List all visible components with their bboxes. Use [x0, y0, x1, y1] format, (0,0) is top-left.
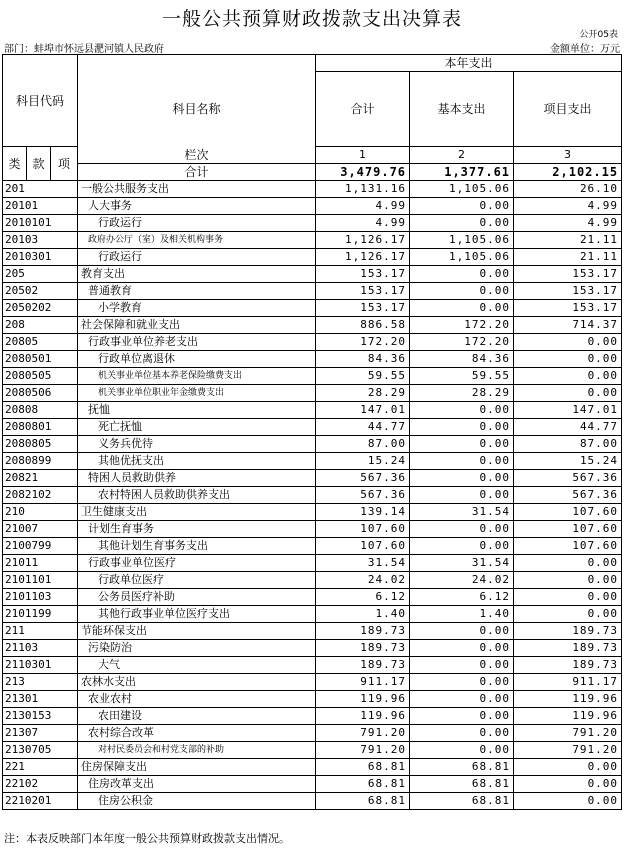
table-row — [3, 725, 622, 742]
subject-name: 普通教育 — [78, 283, 316, 300]
table-row — [3, 487, 622, 504]
header-lei: 类 — [3, 147, 27, 181]
amount-project: 567.36 — [514, 487, 622, 504]
amount-total: 68.81 — [316, 793, 410, 810]
subject-code: 2210201 — [3, 793, 78, 810]
amount-basic: 0.00 — [410, 300, 514, 317]
amount-project: 0.00 — [514, 572, 622, 589]
unit-label: 金额单位：万元 — [550, 44, 620, 55]
amount-project: 189.73 — [514, 623, 622, 640]
table-row — [3, 538, 622, 555]
subject-code: 205 — [3, 266, 78, 283]
amount-basic: 0.00 — [410, 742, 514, 759]
amount-project: 107.60 — [514, 521, 622, 538]
amount-total: 4.99 — [316, 198, 410, 215]
table-row — [3, 640, 622, 657]
amount-total: 84.36 — [316, 351, 410, 368]
column-index-1: 1 — [316, 147, 410, 164]
table-row — [3, 232, 622, 249]
table-row — [3, 793, 622, 810]
amount-total: 107.60 — [316, 521, 410, 538]
subject-name: 机关事业单位职业年金缴费支出 — [78, 385, 316, 402]
amount-basic: 0.00 — [410, 725, 514, 742]
header-subject-code: 科目代码 — [3, 55, 78, 147]
table-row — [3, 419, 622, 436]
subject-name: 人大事务 — [78, 198, 316, 215]
amount-project: 189.73 — [514, 640, 622, 657]
amount-basic: 0.00 — [410, 453, 514, 470]
table-row — [3, 657, 622, 674]
subject-code: 208 — [3, 317, 78, 334]
subject-code: 211 — [3, 623, 78, 640]
subject-code: 20805 — [3, 334, 78, 351]
table-row — [3, 181, 622, 198]
amount-basic: 6.12 — [410, 589, 514, 606]
table-row — [3, 249, 622, 266]
column-index-3: 3 — [514, 147, 622, 164]
amount-basic: 0.00 — [410, 266, 514, 283]
table-row — [3, 674, 622, 691]
subject-code: 2100799 — [3, 538, 78, 555]
table-row — [3, 334, 622, 351]
table-row — [3, 521, 622, 538]
subject-name: 行政运行 — [78, 249, 316, 266]
subject-name: 特困人员救助供养 — [78, 470, 316, 487]
subject-name: 机关事业单位基本养老保险缴费支出 — [78, 368, 316, 385]
table-row — [3, 776, 622, 793]
subject-code: 2010301 — [3, 249, 78, 266]
amount-project: 4.99 — [514, 198, 622, 215]
subject-code: 2101101 — [3, 572, 78, 589]
subject-code: 221 — [3, 759, 78, 776]
subject-name: 行政单位医疗 — [78, 572, 316, 589]
amount-total: 189.73 — [316, 623, 410, 640]
table-row — [3, 759, 622, 776]
amount-basic: 0.00 — [410, 198, 514, 215]
subject-code: 201 — [3, 181, 78, 198]
table-row — [3, 368, 622, 385]
department-label: 部门：蚌埠市怀远县淝河镇人民政府 — [4, 44, 164, 55]
table-row — [3, 589, 622, 606]
amount-basic: 0.00 — [410, 215, 514, 232]
amount-total: 31.54 — [316, 555, 410, 572]
amount-project: 119.96 — [514, 691, 622, 708]
subject-name: 卫生健康支出 — [78, 504, 316, 521]
amount-project: 0.00 — [514, 351, 622, 368]
amount-project: 0.00 — [514, 334, 622, 351]
amount-project: 0.00 — [514, 368, 622, 385]
amount-basic: 84.36 — [410, 351, 514, 368]
amount-project: 107.60 — [514, 504, 622, 521]
amount-total: 189.73 — [316, 657, 410, 674]
subject-code: 2082102 — [3, 487, 78, 504]
subject-name: 其他行政事业单位医疗支出 — [78, 606, 316, 623]
amount-project: 26.10 — [514, 181, 622, 198]
subject-code: 2130705 — [3, 742, 78, 759]
subject-name: 社会保障和就业支出 — [78, 317, 316, 334]
table-row — [3, 402, 622, 419]
amount-project: 0.00 — [514, 385, 622, 402]
subject-name: 计划生育事务 — [78, 521, 316, 538]
total-row — [3, 164, 622, 181]
subject-name: 大气 — [78, 657, 316, 674]
subject-name: 死亡抚恤 — [78, 419, 316, 436]
amount-basic: 1.40 — [410, 606, 514, 623]
subject-code: 210 — [3, 504, 78, 521]
amount-basic: 0.00 — [410, 402, 514, 419]
amount-project: 4.99 — [514, 215, 622, 232]
table-row — [3, 470, 622, 487]
subject-code: 2050202 — [3, 300, 78, 317]
subject-code: 21301 — [3, 691, 78, 708]
amount-basic: 68.81 — [410, 776, 514, 793]
amount-basic: 0.00 — [410, 674, 514, 691]
subject-name: 农村特困人员救助供养支出 — [78, 487, 316, 504]
subject-name: 住房改革支出 — [78, 776, 316, 793]
amount-project: 153.17 — [514, 266, 622, 283]
amount-basic: 0.00 — [410, 436, 514, 453]
subject-name: 住房保障支出 — [78, 759, 316, 776]
table-row — [3, 198, 622, 215]
amount-basic: 1,105.06 — [410, 232, 514, 249]
amount-project: 21.11 — [514, 232, 622, 249]
amount-basic: 0.00 — [410, 470, 514, 487]
subject-name: 抚恤 — [78, 402, 316, 419]
amount-basic: 68.81 — [410, 793, 514, 810]
subject-code: 213 — [3, 674, 78, 691]
amount-total: 68.81 — [316, 776, 410, 793]
subject-code: 20101 — [3, 198, 78, 215]
amount-basic: 0.00 — [410, 283, 514, 300]
amount-basic: 1,105.06 — [410, 249, 514, 266]
header-xiang: 项 — [51, 147, 78, 181]
subject-name: 对村民委员会和村党支部的补助 — [78, 742, 316, 759]
amount-total: 1,126.17 — [316, 249, 410, 266]
amount-total: 153.17 — [316, 266, 410, 283]
amount-basic: 0.00 — [410, 691, 514, 708]
subject-code: 2101103 — [3, 589, 78, 606]
subject-name: 农业农村 — [78, 691, 316, 708]
amount-project: 147.01 — [514, 402, 622, 419]
amount-total: 147.01 — [316, 402, 410, 419]
amount-total: 139.14 — [316, 504, 410, 521]
subject-name: 教育支出 — [78, 266, 316, 283]
subject-name: 一般公共服务支出 — [78, 181, 316, 198]
table-row — [3, 708, 622, 725]
amount-total: 4.99 — [316, 215, 410, 232]
total-project: 2,102.15 — [514, 164, 622, 181]
table-row — [3, 283, 622, 300]
amount-basic: 31.54 — [410, 504, 514, 521]
subject-code: 21103 — [3, 640, 78, 657]
header-basic: 基本支出 — [410, 72, 514, 147]
table-row — [3, 317, 622, 334]
amount-total: 44.77 — [316, 419, 410, 436]
subject-name: 小学教育 — [78, 300, 316, 317]
amount-basic: 31.54 — [410, 555, 514, 572]
amount-total: 28.29 — [316, 385, 410, 402]
amount-project: 189.73 — [514, 657, 622, 674]
amount-basic: 59.55 — [410, 368, 514, 385]
amount-project: 0.00 — [514, 555, 622, 572]
amount-basic: 0.00 — [410, 657, 514, 674]
subject-code: 21007 — [3, 521, 78, 538]
table-row — [3, 623, 622, 640]
subject-code: 21011 — [3, 555, 78, 572]
subject-code: 20821 — [3, 470, 78, 487]
amount-total: 911.17 — [316, 674, 410, 691]
header-current-year: 本年支出 — [316, 55, 622, 72]
header-kuan: 款 — [27, 147, 51, 181]
amount-basic: 0.00 — [410, 623, 514, 640]
amount-total: 119.96 — [316, 691, 410, 708]
amount-total: 1,131.16 — [316, 181, 410, 198]
amount-project: 15.24 — [514, 453, 622, 470]
subject-code: 2080899 — [3, 453, 78, 470]
report-title: 一般公共预算财政拨款支出决算表 — [161, 8, 462, 30]
subject-name: 行政单位离退休 — [78, 351, 316, 368]
subject-code: 2080505 — [3, 368, 78, 385]
subject-code: 2080805 — [3, 436, 78, 453]
column-index-2: 2 — [410, 147, 514, 164]
amount-project: 0.00 — [514, 793, 622, 810]
amount-project: 791.20 — [514, 725, 622, 742]
subject-code: 20103 — [3, 232, 78, 249]
column-no-label: 栏次 — [184, 148, 209, 162]
amount-total: 153.17 — [316, 283, 410, 300]
amount-basic: 68.81 — [410, 759, 514, 776]
subject-name: 农田建设 — [78, 708, 316, 725]
amount-total: 189.73 — [316, 640, 410, 657]
table-row — [3, 572, 622, 589]
amount-project: 119.96 — [514, 708, 622, 725]
subject-name: 行政运行 — [78, 215, 316, 232]
amount-project: 0.00 — [514, 606, 622, 623]
subject-code: 2110301 — [3, 657, 78, 674]
amount-basic: 0.00 — [410, 419, 514, 436]
amount-total: 107.60 — [316, 538, 410, 555]
table-row — [3, 266, 622, 283]
amount-basic: 0.00 — [410, 640, 514, 657]
amount-project: 567.36 — [514, 470, 622, 487]
table-row — [3, 742, 622, 759]
total-label: 合计 — [184, 165, 209, 179]
footnote: 注：本表反映部门本年度一般公共预算财政拨款支出情况。 — [4, 832, 290, 845]
subject-code: 2130153 — [3, 708, 78, 725]
amount-total: 15.24 — [316, 453, 410, 470]
total-label-cell — [78, 148, 316, 181]
subject-name: 污染防治 — [78, 640, 316, 657]
amount-basic: 1,105.06 — [410, 181, 514, 198]
amount-total: 567.36 — [316, 470, 410, 487]
amount-project: 87.00 — [514, 436, 622, 453]
amount-project: 153.17 — [514, 283, 622, 300]
table-row — [3, 436, 622, 453]
subject-name: 义务兵优待 — [78, 436, 316, 453]
total-sum: 3,479.76 — [316, 164, 410, 181]
amount-project: 21.11 — [514, 249, 622, 266]
amount-basic: 0.00 — [410, 538, 514, 555]
amount-total: 68.81 — [316, 759, 410, 776]
amount-project: 0.00 — [514, 759, 622, 776]
amount-project: 153.17 — [514, 300, 622, 317]
amount-project: 0.00 — [514, 589, 622, 606]
amount-total: 153.17 — [316, 300, 410, 317]
amount-total: 24.02 — [316, 572, 410, 589]
table-row — [3, 351, 622, 368]
amount-basic: 172.20 — [410, 317, 514, 334]
amount-total: 1.40 — [316, 606, 410, 623]
table-row — [3, 385, 622, 402]
amount-total: 119.96 — [316, 708, 410, 725]
amount-project: 714.37 — [514, 317, 622, 334]
amount-basic: 0.00 — [410, 521, 514, 538]
subject-name: 政府办公厅（室）及相关机构事务 — [78, 232, 316, 249]
amount-project: 0.00 — [514, 776, 622, 793]
subject-name: 公务员医疗补助 — [78, 589, 316, 606]
header-project: 项目支出 — [514, 72, 622, 147]
amount-project: 791.20 — [514, 742, 622, 759]
subject-code: 2080501 — [3, 351, 78, 368]
amount-total: 59.55 — [316, 368, 410, 385]
subject-name: 住房公积金 — [78, 793, 316, 810]
amount-total: 172.20 — [316, 334, 410, 351]
table-row — [3, 555, 622, 572]
amount-total: 886.58 — [316, 317, 410, 334]
table-row — [3, 300, 622, 317]
subject-name: 农林水支出 — [78, 674, 316, 691]
subject-name: 行政事业单位医疗 — [78, 555, 316, 572]
form-number: 公开05表 — [579, 30, 618, 40]
header-subject-name: 科目名称 — [78, 55, 316, 164]
table-row — [3, 453, 622, 470]
amount-basic: 24.02 — [410, 572, 514, 589]
subject-code: 22102 — [3, 776, 78, 793]
amount-total: 567.36 — [316, 487, 410, 504]
subject-name: 其他计划生育事务支出 — [78, 538, 316, 555]
amount-total: 791.20 — [316, 742, 410, 759]
subject-code: 20808 — [3, 402, 78, 419]
amount-project: 107.60 — [514, 538, 622, 555]
subject-name: 农村综合改革 — [78, 725, 316, 742]
table-row — [3, 504, 622, 521]
amount-project: 911.17 — [514, 674, 622, 691]
amount-total: 87.00 — [316, 436, 410, 453]
subject-code: 2080801 — [3, 419, 78, 436]
subject-code: 2080506 — [3, 385, 78, 402]
amount-project: 44.77 — [514, 419, 622, 436]
header-total: 合计 — [316, 72, 410, 147]
amount-basic: 172.20 — [410, 334, 514, 351]
amount-total: 1,126.17 — [316, 232, 410, 249]
table-row — [3, 215, 622, 232]
table-row — [3, 691, 622, 708]
subject-code: 2101199 — [3, 606, 78, 623]
subject-code: 20502 — [3, 283, 78, 300]
amount-basic: 28.29 — [410, 385, 514, 402]
subject-name: 其他优抚支出 — [78, 453, 316, 470]
subject-code: 2010101 — [3, 215, 78, 232]
total-basic: 1,377.61 — [410, 164, 514, 181]
amount-basic: 0.00 — [410, 487, 514, 504]
amount-total: 6.12 — [316, 589, 410, 606]
subject-code: 21307 — [3, 725, 78, 742]
amount-total: 791.20 — [316, 725, 410, 742]
subject-name: 行政事业单位养老支出 — [78, 334, 316, 351]
amount-basic: 0.00 — [410, 708, 514, 725]
header-row-1 — [3, 55, 622, 72]
expenditure-table — [2, 54, 622, 810]
subject-name: 节能环保支出 — [78, 623, 316, 640]
table-row — [3, 606, 622, 623]
